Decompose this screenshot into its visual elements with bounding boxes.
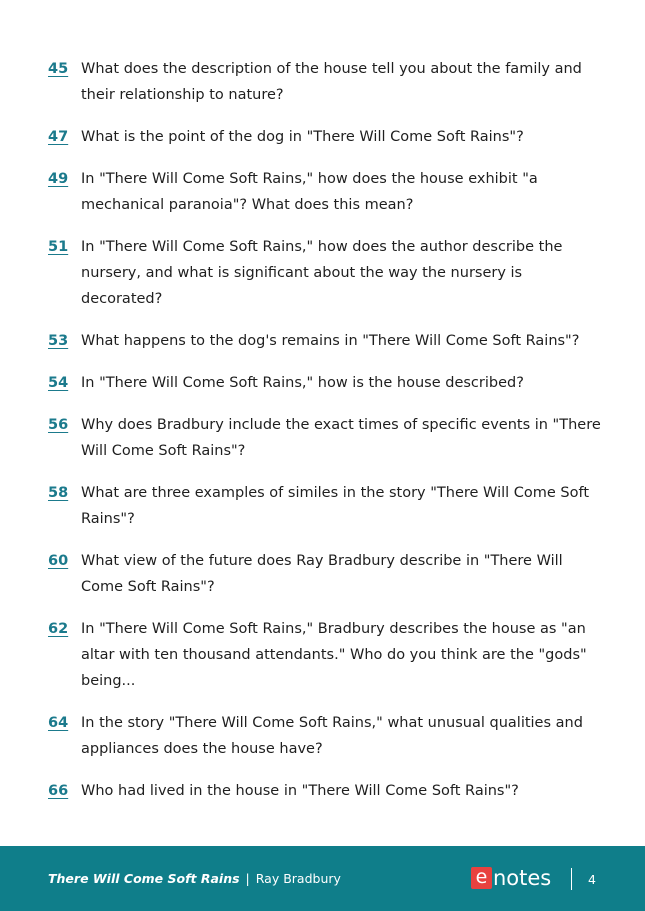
page-link[interactable]: 47 <box>48 129 69 145</box>
logo-e-mark: e <box>471 867 492 889</box>
footer-book-title: There Will Come Soft Rains <box>48 871 240 886</box>
page-link[interactable]: 53 <box>48 333 69 349</box>
question-text: In the story "There Will Come Soft Rains," what unusual qualities and appliances does the house have? <box>81 715 583 757</box>
question-text: What view of the future does Ray Bradbury describe in "There Will Come Soft Rains"? <box>81 553 563 595</box>
list-item <box>48 166 608 218</box>
footer-divider <box>571 868 572 890</box>
question-text: What are three examples of similes in the story "There Will Come Soft Rains"? <box>81 485 590 527</box>
page-link[interactable]: 56 <box>48 417 69 433</box>
list-item <box>48 234 608 312</box>
question-list <box>48 56 608 820</box>
list-item <box>48 548 608 600</box>
question-text: What is the point of the dog in "There Will Come Soft Rains"? <box>81 129 524 145</box>
page-footer <box>0 846 645 911</box>
page-link[interactable]: 60 <box>48 553 69 569</box>
question-text: What happens to the dog's remains in "There Will Come Soft Rains"? <box>81 333 580 349</box>
question-text: Who had lived in the house in "There Will Come Soft Rains"? <box>81 783 519 799</box>
question-text: In "There Will Come Soft Rains," how does the house exhibit "a mechanical paranoia"? What does this mean? <box>81 171 538 213</box>
page-link[interactable]: 49 <box>48 171 69 187</box>
list-item <box>48 412 608 464</box>
page-link[interactable]: 51 <box>48 239 69 255</box>
footer-author: Ray Bradbury <box>255 871 341 886</box>
footer-citation <box>48 871 341 887</box>
page-link[interactable]: 64 <box>48 715 69 731</box>
list-item <box>48 616 608 694</box>
list-item <box>48 328 608 354</box>
list-item <box>48 124 608 150</box>
logo-wordmark: notes <box>493 866 552 890</box>
page-link[interactable]: 58 <box>48 485 69 501</box>
footer-separator: | <box>245 871 250 886</box>
list-item <box>48 710 608 762</box>
list-item <box>48 56 608 108</box>
page-number: 4 <box>588 872 596 887</box>
question-text: In "There Will Come Soft Rains," Bradbury describes the house as "an altar with ten thousand attendants." Who do you think are the "gods" being... <box>81 621 587 689</box>
enotes-logo[interactable] <box>471 866 551 890</box>
page-link[interactable]: 62 <box>48 621 69 637</box>
question-text: What does the description of the house tell you about the family and their relationship to nature? <box>81 61 582 103</box>
question-text: Why does Bradbury include the exact times of specific events in "There Will Come Soft Rains"? <box>81 417 601 459</box>
list-item <box>48 480 608 532</box>
list-item <box>48 778 608 804</box>
question-text: In "There Will Come Soft Rains," how does the author describe the nursery, and what is significant about the way the nursery is decorated? <box>81 239 563 307</box>
page-link[interactable]: 45 <box>48 61 69 77</box>
page-link[interactable]: 54 <box>48 375 69 391</box>
list-item <box>48 370 608 396</box>
page-link[interactable]: 66 <box>48 783 69 799</box>
question-text: In "There Will Come Soft Rains," how is the house described? <box>81 375 524 391</box>
